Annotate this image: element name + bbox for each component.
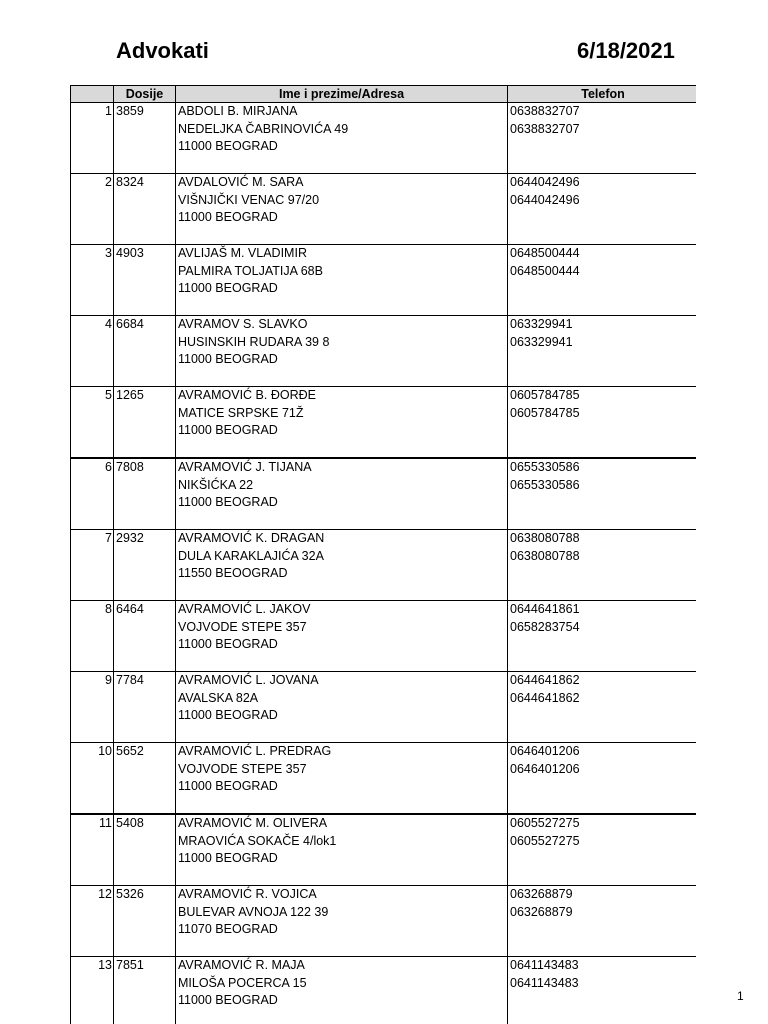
lawyer-name: AVRAMOV S. SLAVKO <box>178 317 308 331</box>
row-number-cell <box>71 601 114 672</box>
street-address: VIŠNJIČKI VENAC 97/20 <box>178 192 320 207</box>
row-number-cell <box>71 957 114 1024</box>
phone-secondary: 0648500444 <box>510 263 580 278</box>
dosije-number: 1265 <box>116 388 144 402</box>
row-number: 9 <box>105 673 112 687</box>
name-address-cell <box>176 601 508 672</box>
table-row <box>71 672 697 743</box>
lawyer-name: AVRAMOVIĆ L. JOVANA <box>178 673 319 687</box>
city-postal: 11000 BEOGRAD <box>178 637 278 651</box>
dosije-cell <box>114 672 176 743</box>
row-number-cell <box>71 103 114 174</box>
row-number-cell <box>71 743 114 815</box>
phone-secondary: 0605527275 <box>510 833 580 848</box>
city-postal: 11550 BEOOGRAD <box>178 566 288 580</box>
lawyer-name: AVRAMOVIĆ B. ĐORĐE <box>178 388 316 402</box>
phone-cell <box>508 601 697 672</box>
street-address: MATICE SRPSKE 71Ž <box>178 405 304 420</box>
dosije-number: 5408 <box>116 816 144 830</box>
column-header-dosije: Dosije <box>114 86 176 103</box>
lawyer-name: AVLIJAŠ M. VLADIMIR <box>178 246 307 260</box>
phone-secondary: 0655330586 <box>510 477 580 492</box>
street-address: NEDELJKA ČABRINOVIĆA 49 <box>178 121 349 136</box>
row-number: 6 <box>105 460 112 474</box>
name-address-cell <box>176 458 508 530</box>
street-address: BULEVAR AVNOJA 122 39 <box>178 904 329 919</box>
row-number-cell <box>71 316 114 387</box>
street-address: MILOŠA POCERCA 15 <box>178 975 307 990</box>
dosije-cell <box>114 387 176 459</box>
phone-secondary: 0605784785 <box>510 405 580 420</box>
city-postal: 11000 BEOGRAD <box>178 851 278 865</box>
table-header-row <box>71 86 697 103</box>
name-address-cell <box>176 103 508 174</box>
street-address: AVALSKA 82A <box>178 690 259 705</box>
phone-secondary: 0646401206 <box>510 761 580 776</box>
phone-primary: 063329941 <box>510 317 573 331</box>
table-row <box>71 387 697 459</box>
phone-secondary: 0641143483 <box>510 975 579 990</box>
dosije-number: 7784 <box>116 673 144 687</box>
table-row <box>71 530 697 601</box>
street-address: NIKŠIĆKA 22 <box>178 477 254 492</box>
column-header-number <box>71 86 114 103</box>
phone-primary: 0648500444 <box>510 246 580 260</box>
phone-primary: 0638832707 <box>510 104 580 118</box>
phone-secondary: 0638832707 <box>510 121 580 136</box>
dosije-cell <box>114 601 176 672</box>
column-header-phone: Telefon <box>508 86 697 103</box>
name-address-cell <box>176 387 508 459</box>
table-row <box>71 601 697 672</box>
phone-cell <box>508 316 697 387</box>
lawyer-name: ABDOLI B. MIRJANA <box>178 104 298 118</box>
dosije-number: 7851 <box>116 958 144 972</box>
name-address-cell <box>176 530 508 601</box>
dosije-cell <box>114 316 176 387</box>
phone-cell <box>508 458 697 530</box>
column-header-name-address: Ime i prezime/Adresa <box>176 86 508 103</box>
table-row <box>71 957 697 1024</box>
row-number-cell <box>71 530 114 601</box>
phone-cell <box>508 174 697 245</box>
lawyer-name: AVRAMOVIĆ R. MAJA <box>178 958 305 972</box>
lawyer-name: AVRAMOVIĆ K. DRAGAN <box>178 531 325 545</box>
row-number-cell <box>71 174 114 245</box>
phone-cell <box>508 672 697 743</box>
table-row <box>71 245 697 316</box>
dosije-cell <box>114 174 176 245</box>
lawyers-table <box>70 85 696 1024</box>
dosije-cell <box>114 957 176 1024</box>
table-row <box>71 743 697 815</box>
table-row <box>71 458 697 530</box>
phone-primary: 0641143483 <box>510 958 579 972</box>
phone-primary: 0646401206 <box>510 744 580 758</box>
phone-secondary: 063329941 <box>510 334 573 349</box>
dosije-number: 7808 <box>116 460 144 474</box>
lawyer-name: AVRAMOVIĆ L. PREDRAG <box>178 744 332 758</box>
city-postal: 11000 BEOGRAD <box>178 139 278 153</box>
row-number-cell <box>71 672 114 743</box>
city-postal: 11000 BEOGRAD <box>178 495 278 509</box>
lawyer-name: AVRAMOVIĆ L. JAKOV <box>178 602 311 616</box>
dosije-cell <box>114 743 176 815</box>
name-address-cell <box>176 245 508 316</box>
document-date: 6/18/2021 <box>577 38 675 63</box>
phone-primary: 0638080788 <box>510 531 580 545</box>
phone-primary: 0644042496 <box>510 175 580 189</box>
table-row <box>71 316 697 387</box>
city-postal: 11070 BEOGRAD <box>178 922 278 936</box>
phone-cell <box>508 387 697 459</box>
lawyers-table-container <box>70 85 696 1024</box>
phone-primary: 0605527275 <box>510 816 580 830</box>
phone-primary: 0644641861 <box>510 602 580 616</box>
lawyer-name: AVRAMOVIĆ M. OLIVERA <box>178 816 328 830</box>
name-address-cell <box>176 174 508 245</box>
dosije-number: 6684 <box>116 317 144 331</box>
phone-primary: 0605784785 <box>510 388 580 402</box>
dosije-number: 5652 <box>116 744 144 758</box>
dosije-cell <box>114 103 176 174</box>
table-body <box>71 103 697 1024</box>
name-address-cell <box>176 814 508 886</box>
dosije-cell <box>114 458 176 530</box>
table-row <box>71 103 697 174</box>
row-number: 7 <box>105 531 112 545</box>
table-row <box>71 174 697 245</box>
phone-primary: 0655330586 <box>510 460 580 474</box>
phone-primary: 063268879 <box>510 887 573 901</box>
row-number-cell <box>71 387 114 459</box>
lawyer-name: AVDALOVIĆ M. SARA <box>178 175 304 189</box>
name-address-cell <box>176 886 508 957</box>
row-number: 3 <box>105 246 112 260</box>
phone-cell <box>508 245 697 316</box>
phone-secondary: 0644042496 <box>510 192 580 207</box>
street-address: MRAOVIĆA SOKAČE 4/lok1 <box>178 833 337 848</box>
table-row <box>71 814 697 886</box>
row-number: 5 <box>105 388 112 402</box>
lawyer-name: AVRAMOVIĆ J. TIJANA <box>178 460 312 474</box>
lawyer-name: AVRAMOVIĆ R. VOJICA <box>178 887 317 901</box>
name-address-cell <box>176 957 508 1024</box>
phone-cell <box>508 886 697 957</box>
row-number-cell <box>71 886 114 957</box>
row-number: 1 <box>105 104 112 118</box>
dosije-number: 2932 <box>116 531 144 545</box>
row-number-cell <box>71 458 114 530</box>
dosije-cell <box>114 886 176 957</box>
row-number: 8 <box>105 602 112 616</box>
name-address-cell <box>176 743 508 815</box>
phone-cell <box>508 530 697 601</box>
page-number: 1 <box>737 989 744 1003</box>
dosije-cell <box>114 814 176 886</box>
street-address: VOJVODE STEPE 357 <box>178 761 307 776</box>
name-address-cell <box>176 316 508 387</box>
dosije-cell <box>114 530 176 601</box>
street-address: PALMIRA TOLJATIJA 68B <box>178 263 323 278</box>
row-number: 11 <box>99 816 112 830</box>
phone-secondary: 0644641862 <box>510 690 580 705</box>
city-postal: 11000 BEOGRAD <box>178 708 278 722</box>
street-address: DULA KARAKLAJIĆA 32A <box>178 548 324 563</box>
dosije-cell <box>114 245 176 316</box>
city-postal: 11000 BEOGRAD <box>178 281 278 295</box>
city-postal: 11000 BEOGRAD <box>178 423 278 437</box>
phone-cell <box>508 103 697 174</box>
dosije-number: 4903 <box>116 246 144 260</box>
document-title: Advokati <box>116 38 209 63</box>
phone-cell <box>508 957 697 1024</box>
row-number-cell <box>71 814 114 886</box>
dosije-number: 6464 <box>116 602 144 616</box>
city-postal: 11000 BEOGRAD <box>178 352 278 366</box>
row-number-cell <box>71 245 114 316</box>
street-address: HUSINSKIH RUDARA 39 8 <box>178 334 330 349</box>
row-number: 12 <box>98 887 112 901</box>
table-row <box>71 886 697 957</box>
row-number: 2 <box>105 175 112 189</box>
city-postal: 11000 BEOGRAD <box>178 779 278 793</box>
phone-cell <box>508 814 697 886</box>
city-postal: 11000 BEOGRAD <box>178 993 278 1007</box>
phone-secondary: 063268879 <box>510 904 573 919</box>
street-address: VOJVODE STEPE 357 <box>178 619 307 634</box>
row-number: 13 <box>98 958 112 972</box>
phone-secondary: 0638080788 <box>510 548 580 563</box>
dosije-number: 3859 <box>116 104 144 118</box>
phone-primary: 0644641862 <box>510 673 580 687</box>
dosije-number: 8324 <box>116 175 144 189</box>
row-number: 4 <box>105 317 112 331</box>
dosije-number: 5326 <box>116 887 144 901</box>
phone-cell <box>508 743 697 815</box>
phone-secondary: 0658283754 <box>510 619 580 634</box>
city-postal: 11000 BEOGRAD <box>178 210 278 224</box>
name-address-cell <box>176 672 508 743</box>
row-number: 10 <box>98 744 112 758</box>
